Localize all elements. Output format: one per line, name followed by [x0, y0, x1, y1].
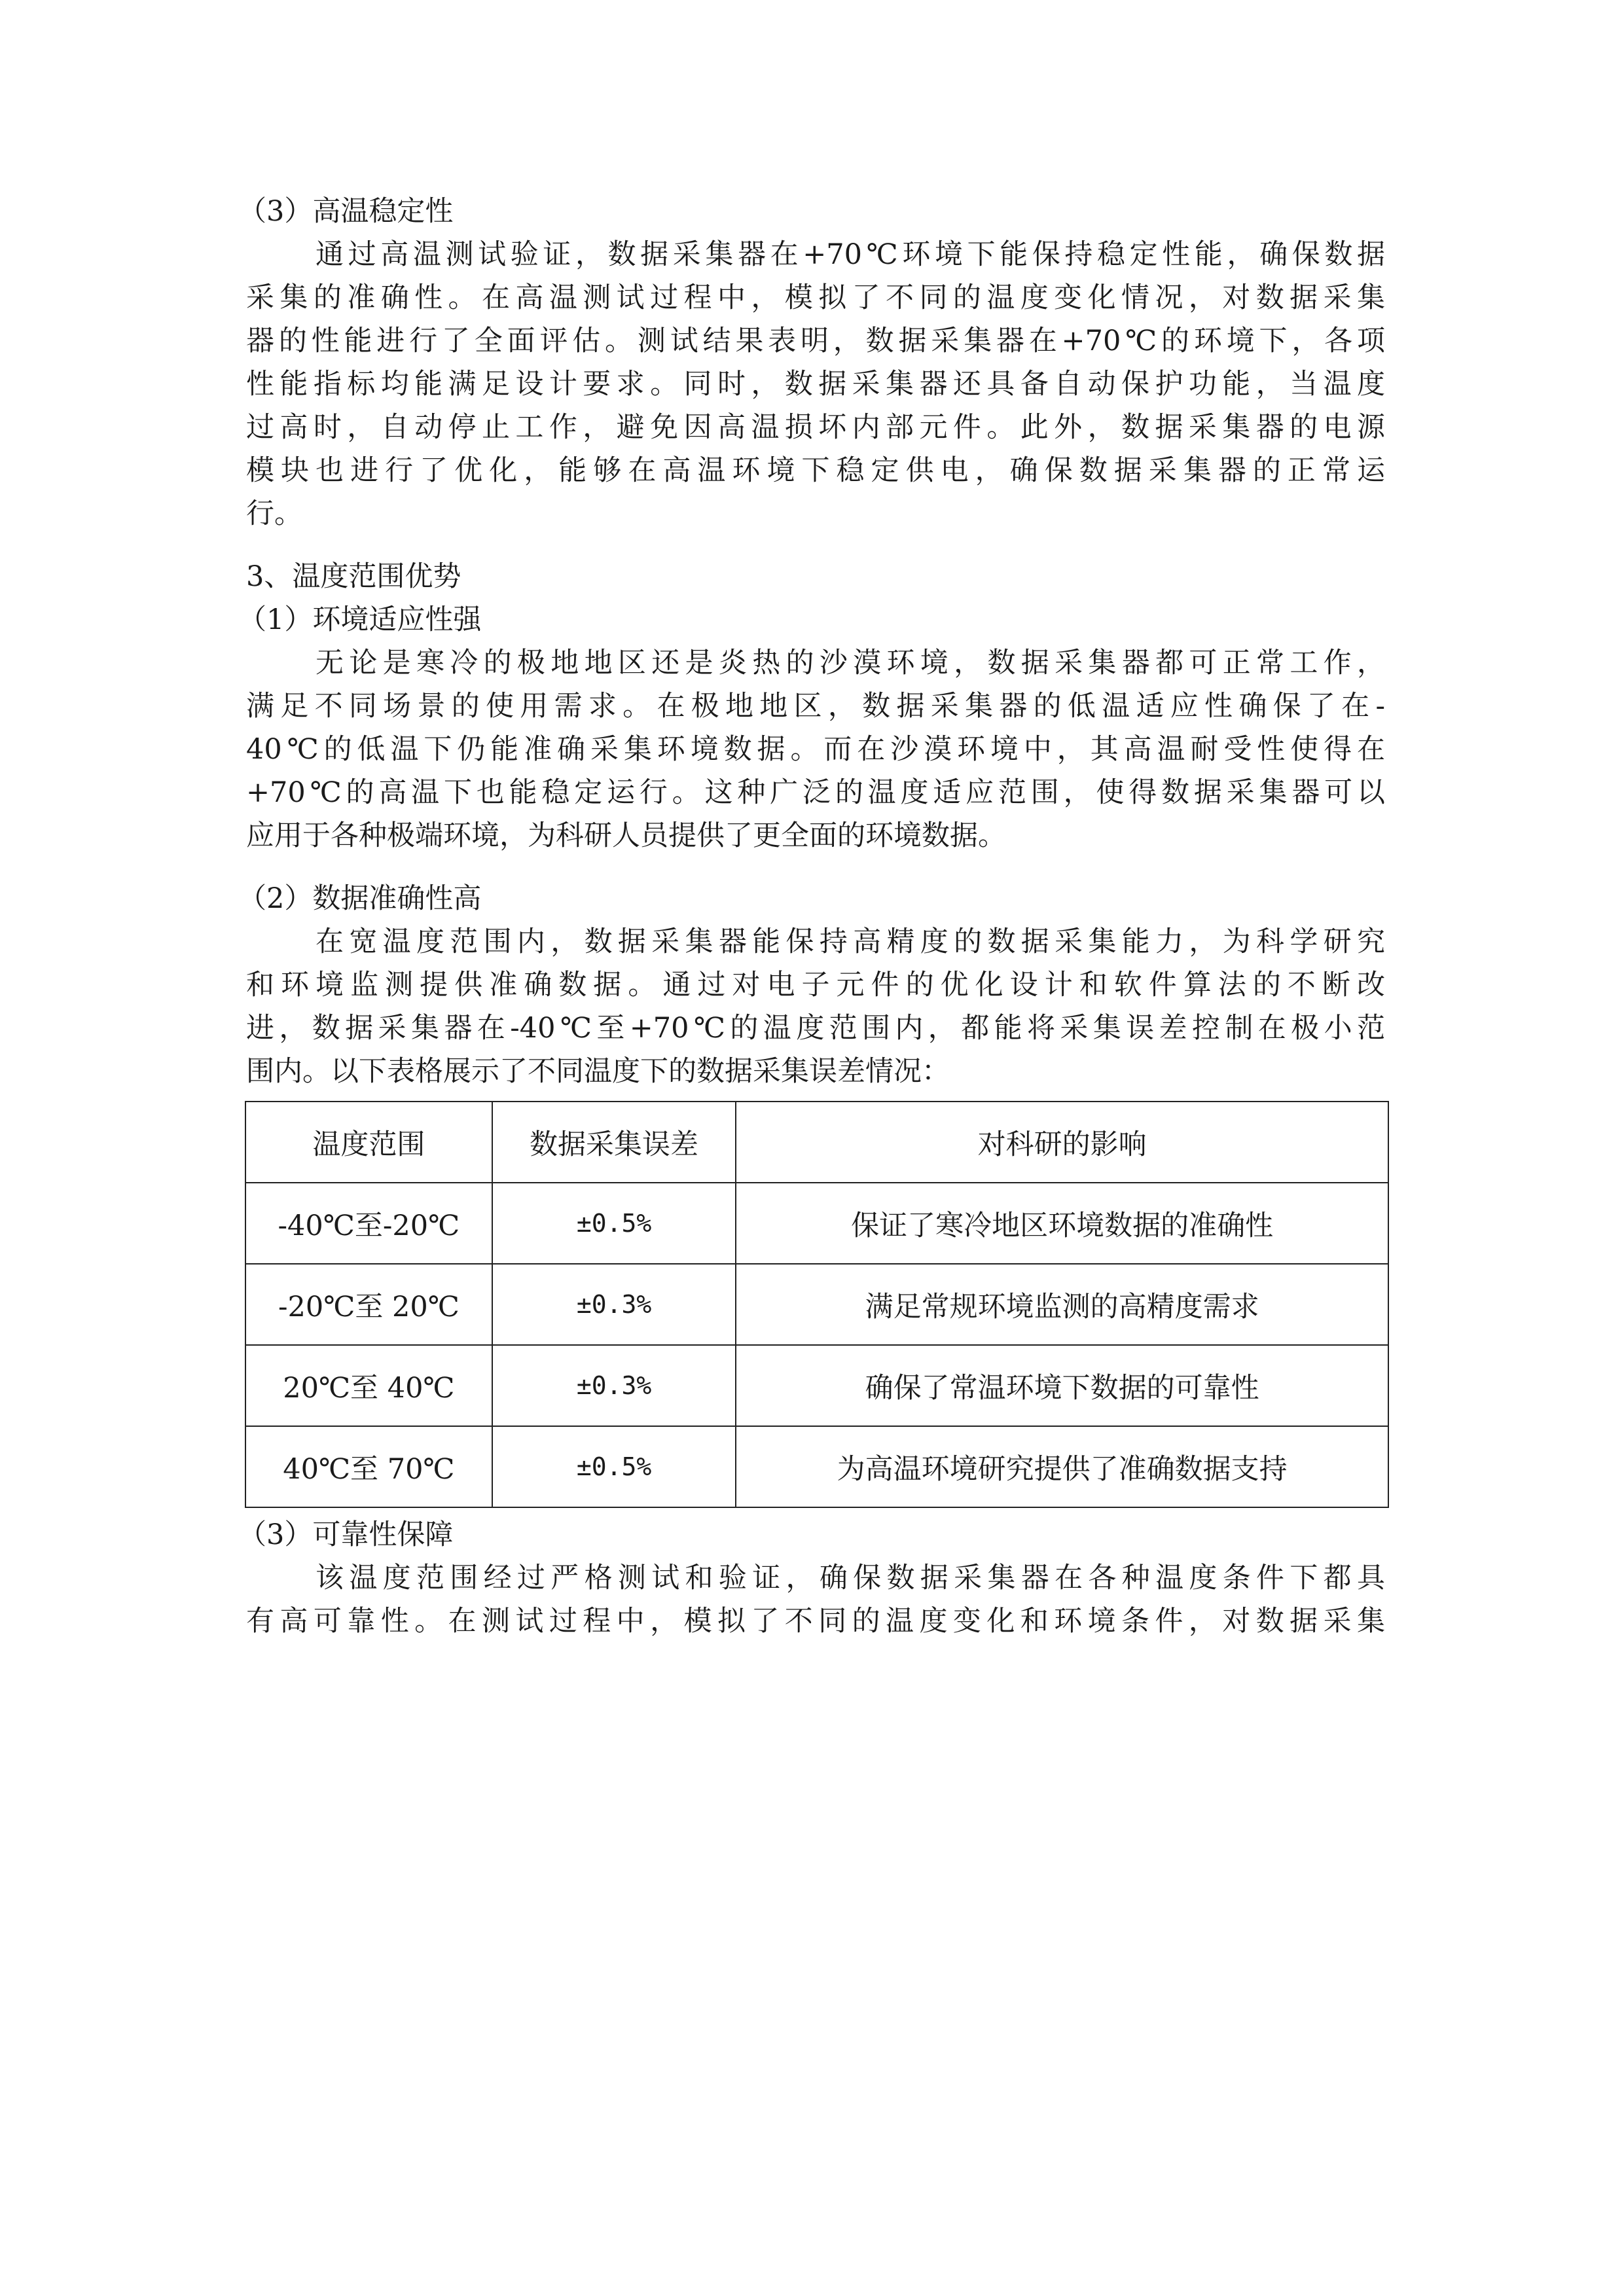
paragraph-line: 有高可靠性。在测试过程中，模拟了不同的温度变化和环境条件，对数据采集: [246, 1605, 1385, 1638]
paragraph-line: 应用于各种极端环境，为科研人员提供了更全面的环境数据。: [246, 819, 1006, 852]
table-row: [245, 1183, 1388, 1264]
table-cell-range: 40℃至 70℃: [245, 1426, 492, 1507]
temperature-error-table: [245, 1101, 1389, 1508]
section-3-heading: 3、温度范围优势: [246, 560, 461, 593]
document-page: [238, 190, 1385, 1643]
table-cell-impact: 为高温环境研究提供了准确数据支持: [736, 1426, 1388, 1507]
table-cell-error: ±0.3%: [492, 1345, 736, 1426]
table-header-row: [245, 1102, 1388, 1183]
table-header-cell: 对科研的影响: [736, 1102, 1388, 1183]
table-cell-impact: 保证了寒冷地区环境数据的准确性: [736, 1183, 1388, 1264]
paragraph-line: 无论是寒冷的极地地区还是炎热的沙漠环境，数据采集器都可正常工作，: [316, 647, 1385, 679]
subsection-3-paragraph: [246, 1556, 1385, 1643]
table-row: [245, 1426, 1388, 1507]
paragraph-line: +70℃的高温下也能稳定运行。这种广泛的温度适应范围，使得数据采集器可以: [246, 776, 1385, 809]
table-row: [245, 1345, 1388, 1426]
table-cell-error: ±0.5%: [492, 1426, 736, 1507]
paragraph-line: 40℃的低温下仍能准确采集环境数据。而在沙漠环境中，其高温耐受性使得在: [246, 733, 1385, 766]
section-3-3-paragraph: [246, 233, 1385, 535]
paragraph-line: 进，数据采集器在-40℃至+70℃的温度范围内，都能将采集误差控制在极小范: [246, 1012, 1385, 1045]
table-cell-range: -40℃至-20℃: [245, 1183, 492, 1264]
table-cell-error: ±0.5%: [492, 1183, 736, 1264]
subsection-2-paragraph: [246, 920, 1385, 1093]
paragraph-line: 围内。以下表格展示了不同温度下的数据采集误差情况：: [246, 1055, 950, 1088]
paragraph-line: 该温度范围经过严格测试和验证，确保数据采集器在各种温度条件下都具: [316, 1562, 1385, 1594]
paragraph-line: 行。: [246, 497, 302, 530]
table-cell-error: ±0.3%: [492, 1264, 736, 1345]
subsection-3-heading: （3）可靠性保障: [238, 1518, 454, 1551]
table-cell-impact: 满足常规环境监测的高精度需求: [736, 1264, 1388, 1345]
section-3-3-heading: （3）高温稳定性: [238, 195, 454, 228]
table-header-cell: 温度范围: [245, 1102, 492, 1183]
paragraph-line: 过高时，自动停止工作，避免因高温损坏内部元件。此外，数据采集器的电源: [246, 411, 1385, 444]
table-cell-range: -20℃至 20℃: [245, 1264, 492, 1345]
paragraph-line: 性能指标均能满足设计要求。同时，数据采集器还具备自动保护功能，当温度: [246, 368, 1385, 401]
subsection-1-paragraph: [246, 641, 1385, 857]
paragraph-line: 在宽温度范围内，数据采集器能保持高精度的数据采集能力，为科学研究: [316, 925, 1385, 958]
subsection-2-heading: （2）数据准确性高: [238, 882, 482, 915]
paragraph-line: 器的性能进行了全面评估。测试结果表明，数据采集器在+70℃的环境下，各项: [246, 325, 1385, 357]
table-cell-impact: 确保了常温环境下数据的可靠性: [736, 1345, 1388, 1426]
table-row: [245, 1264, 1388, 1345]
table-header-cell: 数据采集误差: [492, 1102, 736, 1183]
paragraph-line: 采集的准确性。在高温测试过程中，模拟了不同的温度变化情况，对数据采集: [246, 281, 1385, 314]
table-cell-range: 20℃至 40℃: [245, 1345, 492, 1426]
paragraph-line: 满足不同场景的使用需求。在极地地区，数据采集器的低温适应性确保了在-: [246, 690, 1385, 723]
subsection-1-heading: （1）环境适应性强: [238, 603, 482, 636]
paragraph-line: 和环境监测提供准确数据。通过对电子元件的优化设计和软件算法的不断改: [246, 969, 1385, 1001]
paragraph-line: 模块也进行了优化，能够在高温环境下稳定供电，确保数据采集器的正常运: [246, 454, 1385, 487]
paragraph-line: 通过高温测试验证，数据采集器在+70℃环境下能保持稳定性能，确保数据: [316, 238, 1385, 271]
